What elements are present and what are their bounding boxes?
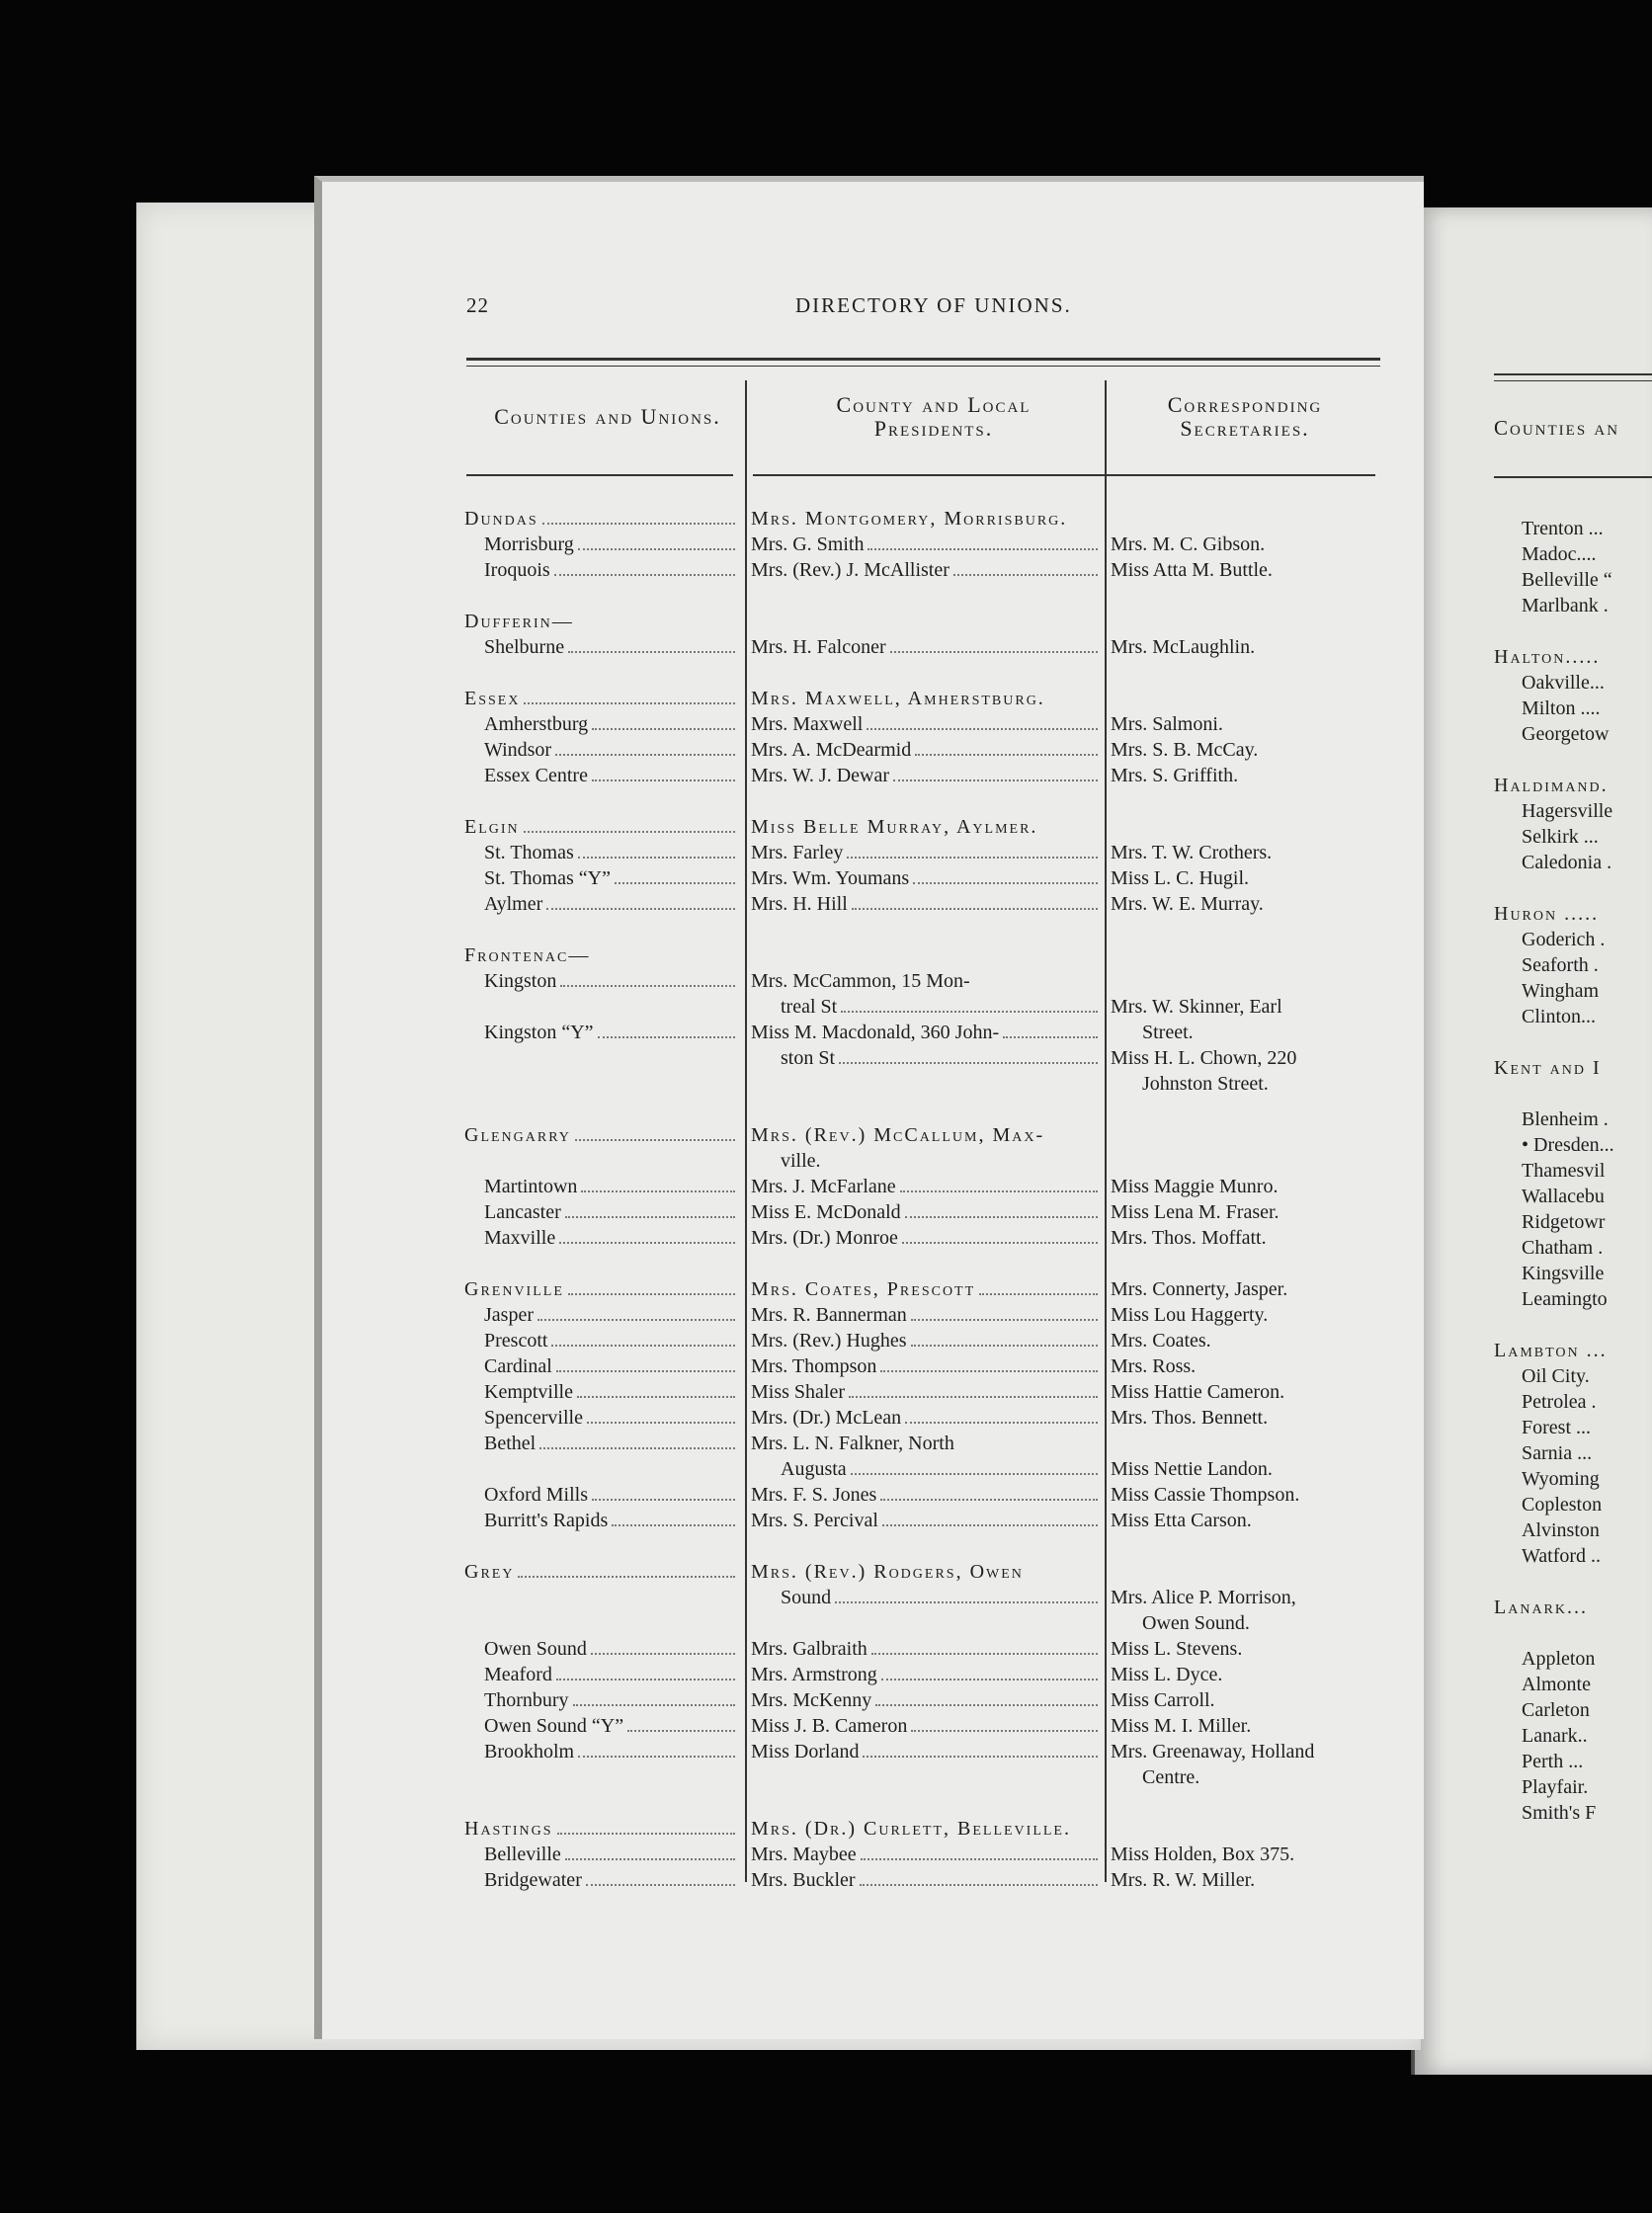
leader-dots xyxy=(902,1242,1098,1244)
secretary-name: Mrs. W. E. Murray. xyxy=(1111,893,1264,915)
leader-dots xyxy=(565,1216,735,1218)
facing-page-top-rule xyxy=(1494,373,1652,375)
union-row xyxy=(0,634,1482,660)
union-name: Aylmer xyxy=(484,893,543,915)
leader-dots xyxy=(882,1524,1098,1526)
leader-dots xyxy=(559,1242,735,1244)
leader-dots xyxy=(565,1858,735,1860)
leader-dots xyxy=(871,1653,1098,1655)
leader-dots xyxy=(592,728,735,730)
secretary-name: Johnston Street. xyxy=(1142,1073,1269,1095)
president-name: Mrs. Coates, Prescott xyxy=(751,1278,976,1300)
facing-union-name: Goderich . xyxy=(1522,929,1606,950)
union-name: Cardinal xyxy=(484,1355,552,1377)
column-header-presidents xyxy=(761,393,1107,441)
secretary-name: Mrs. Thos. Moffatt. xyxy=(1111,1227,1267,1249)
leader-dots xyxy=(875,1704,1098,1706)
continuation-row xyxy=(0,1585,1482,1610)
leader-dots xyxy=(953,574,1098,576)
union-row xyxy=(0,1431,1482,1456)
county-name: Hastings xyxy=(464,1818,553,1840)
president-name: Mrs. Buckler xyxy=(751,1869,856,1891)
union-row xyxy=(0,1842,1482,1867)
president-name: Mrs. McKenny xyxy=(751,1689,872,1711)
secretary-name: Miss H. L. Chown, 220 xyxy=(1111,1047,1297,1069)
continuation-row xyxy=(0,1764,1482,1790)
union-name: Meaford xyxy=(484,1664,552,1685)
president-name: Miss Shaler xyxy=(751,1381,845,1403)
facing-union-name: Marlbank . xyxy=(1522,595,1609,616)
facing-union-name: Playfair. xyxy=(1522,1776,1589,1798)
union-row xyxy=(0,840,1482,865)
union-row xyxy=(0,1739,1482,1764)
leader-dots xyxy=(554,574,735,576)
leader-dots xyxy=(575,1139,735,1141)
secretary-name: Mrs. Thos. Bennett. xyxy=(1111,1407,1269,1429)
president-name: Sound xyxy=(781,1587,832,1608)
leader-dots xyxy=(1003,1036,1098,1038)
president-name: Mrs. Maybee xyxy=(751,1844,857,1865)
union-name: Bridgewater xyxy=(484,1869,582,1891)
leader-dots xyxy=(546,908,735,910)
leader-dots xyxy=(860,1884,1098,1886)
secretary-name: Mrs. Coates. xyxy=(1111,1330,1211,1352)
facing-union-name: • Dresden... xyxy=(1522,1134,1614,1156)
leader-dots xyxy=(915,754,1098,756)
secretary-name: Mrs. Ross. xyxy=(1111,1355,1197,1377)
continuation-row xyxy=(0,1045,1482,1071)
union-row xyxy=(0,1482,1482,1508)
county-row xyxy=(0,1122,1482,1148)
leader-dots xyxy=(867,728,1098,730)
facing-union-name: Wyoming xyxy=(1522,1468,1600,1490)
leader-dots xyxy=(592,779,735,781)
leader-dots xyxy=(861,1858,1098,1860)
facing-union-name: Chatham . xyxy=(1522,1237,1604,1259)
president-name: Mrs. Galbraith xyxy=(751,1638,867,1660)
secretary-name: Miss Hattie Cameron. xyxy=(1111,1381,1285,1403)
top-rule-thin xyxy=(466,366,1380,367)
leader-dots xyxy=(586,1884,735,1886)
county-row xyxy=(0,814,1482,840)
union-row xyxy=(0,1867,1482,1893)
leader-dots xyxy=(573,1704,735,1706)
leader-dots xyxy=(592,1499,735,1501)
continuation-row xyxy=(0,1071,1482,1097)
facing-union-name: Georgetow xyxy=(1522,723,1610,745)
president-name: Mrs. (Rev.) Hughes xyxy=(751,1330,907,1352)
leader-dots xyxy=(555,754,735,756)
facing-county-name: Halton..... xyxy=(1494,646,1601,668)
secretary-name: Mrs. Greenaway, Holland xyxy=(1111,1741,1315,1762)
union-name: Owen Sound “Y” xyxy=(484,1715,624,1737)
leader-dots xyxy=(851,1473,1098,1475)
president-name: Augusta xyxy=(781,1458,847,1480)
facing-union-name: Thamesvil xyxy=(1522,1160,1606,1182)
president-name: Mrs. R. Bannerman xyxy=(751,1304,907,1326)
top-rule xyxy=(466,358,1380,361)
facing-union-name: Hagersville xyxy=(1522,800,1613,822)
leader-dots xyxy=(578,1756,735,1758)
running-head: DIRECTORY OF UNIONS. xyxy=(795,293,1072,317)
continuation-row xyxy=(0,1456,1482,1482)
leader-dots xyxy=(568,1293,735,1295)
union-name: Owen Sound xyxy=(484,1638,587,1660)
leader-dots xyxy=(839,1062,1098,1064)
county-name: Grey xyxy=(464,1561,515,1583)
facing-union-name: Milton .... xyxy=(1522,697,1601,719)
county-name: Elgin xyxy=(464,816,520,838)
facing-union-name: Seaforth . xyxy=(1522,954,1599,976)
union-row xyxy=(0,1199,1482,1225)
county-name: Dufferin— xyxy=(464,611,574,632)
facing-union-name: Petrolea . xyxy=(1522,1391,1597,1413)
facing-county-name: Lanark... xyxy=(1494,1597,1588,1618)
secretary-name: Mrs. McLaughlin. xyxy=(1111,636,1256,658)
county-row xyxy=(0,943,1482,968)
union-name: Iroquois xyxy=(484,559,550,581)
president-name: Mrs. W. J. Dewar xyxy=(751,765,889,786)
president-name: treal St xyxy=(781,996,838,1018)
leader-dots xyxy=(518,1576,735,1578)
union-row xyxy=(0,1662,1482,1687)
facing-union-name: Trenton ... xyxy=(1522,518,1604,539)
facing-county-name: Huron ..... xyxy=(1494,903,1600,925)
secretary-name: Mrs. W. Skinner, Earl xyxy=(1111,996,1282,1018)
president-name: Miss M. Macdonald, 360 John- xyxy=(751,1022,1000,1043)
facing-union-name: Wallacebu xyxy=(1522,1186,1605,1207)
leader-dots xyxy=(537,1319,735,1321)
leader-dots xyxy=(890,651,1098,653)
facing-union-name: Lanark.. xyxy=(1522,1725,1588,1747)
leader-dots xyxy=(849,1396,1098,1398)
president-name: Mrs. (Rev.) Rodgers, Owen xyxy=(751,1561,1024,1583)
secretary-name: Mrs. M. C. Gibson. xyxy=(1111,533,1266,555)
union-name: Kingston “Y” xyxy=(484,1022,594,1043)
union-name: Brookholm xyxy=(484,1741,575,1762)
facing-page-header: Counties an xyxy=(1494,416,1620,440)
facing-union-name: Copleston xyxy=(1522,1494,1603,1516)
leader-dots xyxy=(905,1216,1098,1218)
secretary-name: Miss Holden, Box 375. xyxy=(1111,1844,1295,1865)
president-name: Mrs. (Rev.) McCallum, Max- xyxy=(751,1124,1045,1146)
county-row xyxy=(0,1276,1482,1302)
secretary-name: Miss Carroll. xyxy=(1111,1689,1215,1711)
facing-union-name: Appleton xyxy=(1522,1648,1596,1670)
president-name: Mrs. G. Smith xyxy=(751,533,865,555)
union-row xyxy=(0,1713,1482,1739)
county-row xyxy=(0,609,1482,634)
leader-dots xyxy=(900,1190,1098,1192)
secretary-name: Mrs. Alice P. Morrison, xyxy=(1111,1587,1296,1608)
secretary-name: Mrs. S. Griffith. xyxy=(1111,765,1239,786)
facing-union-name: Alvinston xyxy=(1522,1519,1600,1541)
facing-union-name: Oil City. xyxy=(1522,1365,1590,1387)
union-name: Thornbury xyxy=(484,1689,569,1711)
secretary-name: Mrs. Connerty, Jasper. xyxy=(1111,1278,1288,1300)
leader-dots xyxy=(587,1422,735,1424)
facing-union-name: Almonte xyxy=(1522,1674,1591,1695)
facing-union-name: Forest ... xyxy=(1522,1417,1591,1438)
union-name: Kingston xyxy=(484,970,557,992)
president-name: Mrs. S. Percival xyxy=(751,1510,878,1531)
continuation-row xyxy=(0,1148,1482,1174)
county-name: Glengarry xyxy=(464,1124,571,1146)
secretary-name: Miss Etta Carson. xyxy=(1111,1510,1252,1531)
leader-dots xyxy=(581,1190,735,1192)
president-name: Mrs. H. Falconer xyxy=(751,636,886,658)
page-number: 22 xyxy=(466,293,489,317)
president-name: Mrs. Farley xyxy=(751,842,844,863)
union-row xyxy=(0,1636,1482,1662)
leader-dots xyxy=(835,1601,1098,1603)
union-row xyxy=(0,1508,1482,1533)
facing-county-name: Lambton ... xyxy=(1494,1340,1608,1361)
president-name: Miss Dorland xyxy=(751,1741,860,1762)
president-name: Mrs. (Dr.) McLean xyxy=(751,1407,902,1429)
facing-union-name: Sarnia ... xyxy=(1522,1442,1593,1464)
continuation-row xyxy=(0,1610,1482,1636)
facing-union-name: Caledonia . xyxy=(1522,852,1612,873)
column-header-presidents-line2: Presidents. xyxy=(873,416,994,441)
leader-dots xyxy=(905,1422,1098,1424)
president-name: Mrs. McCammon, 15 Mon- xyxy=(751,970,970,992)
union-name: Martintown xyxy=(484,1176,578,1197)
leader-dots xyxy=(556,1679,735,1680)
union-row xyxy=(0,1687,1482,1713)
header-rule-col3 xyxy=(1109,474,1375,476)
leader-dots xyxy=(524,702,735,704)
continuation-row xyxy=(0,994,1482,1020)
president-name: Mrs. Montgomery, Morrisburg. xyxy=(751,508,1068,530)
union-name: Lancaster xyxy=(484,1201,561,1223)
president-name: ville. xyxy=(781,1150,821,1172)
president-name: Mrs. Wm. Youmans xyxy=(751,867,910,889)
secretary-name: Miss M. I. Miller. xyxy=(1111,1715,1252,1737)
secretary-name: Miss Maggie Munro. xyxy=(1111,1176,1279,1197)
union-row xyxy=(0,865,1482,891)
secretary-name: Mrs. R. W. Miller. xyxy=(1111,1869,1256,1891)
union-name: St. Thomas “Y” xyxy=(484,867,611,889)
leader-dots xyxy=(560,985,735,987)
president-name: Mrs. Maxwell xyxy=(751,713,864,735)
union-name: Prescott xyxy=(484,1330,548,1352)
column-header-presidents-line1: County and Local xyxy=(836,392,1032,417)
secretary-name: Street. xyxy=(1142,1022,1194,1043)
union-row xyxy=(0,711,1482,737)
leader-dots xyxy=(893,779,1098,781)
union-row xyxy=(0,737,1482,763)
leader-dots xyxy=(913,882,1098,884)
president-name: ston St xyxy=(781,1047,836,1069)
leader-dots xyxy=(578,548,735,550)
county-name: Frontenac— xyxy=(464,944,591,966)
leader-dots xyxy=(979,1293,1098,1295)
union-row xyxy=(0,891,1482,917)
leader-dots xyxy=(591,1653,735,1655)
secretary-name: Mrs. Salmoni. xyxy=(1111,713,1223,735)
union-row xyxy=(0,1020,1482,1045)
president-name: Mrs. J. McFarlane xyxy=(751,1176,896,1197)
union-row xyxy=(0,1302,1482,1328)
county-row xyxy=(0,1559,1482,1585)
leader-dots xyxy=(911,1345,1098,1347)
union-row xyxy=(0,1225,1482,1251)
union-name: Amherstburg xyxy=(484,713,589,735)
union-row xyxy=(0,968,1482,994)
president-name: Miss J. B. Cameron xyxy=(751,1715,908,1737)
president-name: Mrs. H. Hill xyxy=(751,893,848,915)
union-row xyxy=(0,1405,1482,1431)
president-name: Mrs. A. McDearmid xyxy=(751,739,912,761)
leader-dots xyxy=(863,1756,1098,1758)
union-name: Windsor xyxy=(484,739,552,761)
leader-dots xyxy=(867,548,1098,550)
county-name: Dundas xyxy=(464,508,538,530)
column-header-secretaries-line1: Corresponding xyxy=(1167,392,1323,417)
secretary-name: Miss Atta M. Buttle. xyxy=(1111,559,1273,581)
president-name: Mrs. Armstrong xyxy=(751,1664,877,1685)
facing-union-name: Ridgetowr xyxy=(1522,1211,1606,1233)
union-name: Oxford Mills xyxy=(484,1484,588,1506)
secretary-name: Miss Lena M. Fraser. xyxy=(1111,1201,1280,1223)
president-name: Mrs. L. N. Falkner, North xyxy=(751,1433,954,1454)
leader-dots xyxy=(557,1833,735,1835)
facing-union-name: Leamingto xyxy=(1522,1288,1608,1310)
president-name: Miss Belle Murray, Aylmer. xyxy=(751,816,1038,838)
facing-union-name: Smith's F xyxy=(1522,1802,1597,1824)
leader-dots xyxy=(847,857,1098,859)
union-row xyxy=(0,1174,1482,1199)
facing-page-top-rule-thin xyxy=(1494,380,1652,381)
facing-union-name: Watford .. xyxy=(1522,1545,1602,1567)
county-row xyxy=(0,1816,1482,1842)
leader-dots xyxy=(568,651,735,653)
secretary-name: Miss L. Stevens. xyxy=(1111,1638,1243,1660)
president-name: Mrs. Thompson xyxy=(751,1355,877,1377)
union-name: Morrisburg xyxy=(484,533,574,555)
leader-dots xyxy=(598,1036,735,1038)
leader-dots xyxy=(880,1499,1098,1501)
facing-county-name: Kent and I xyxy=(1494,1057,1602,1079)
leader-dots xyxy=(542,523,735,525)
union-name: Belleville xyxy=(484,1844,561,1865)
union-name: Kemptville xyxy=(484,1381,573,1403)
union-row xyxy=(0,1379,1482,1405)
leader-dots xyxy=(615,882,735,884)
leader-dots xyxy=(852,908,1098,910)
president-name: Mrs. Maxwell, Amherstburg. xyxy=(751,688,1045,709)
column-header-secretaries xyxy=(1112,393,1378,441)
secretary-name: Owen Sound. xyxy=(1142,1612,1250,1634)
facing-union-name: Blenheim . xyxy=(1522,1108,1609,1130)
union-row xyxy=(0,1328,1482,1353)
county-row xyxy=(0,686,1482,711)
header-rule-col2 xyxy=(753,474,1114,476)
secretary-name: Miss Cassie Thompson. xyxy=(1111,1484,1300,1506)
leader-dots xyxy=(578,857,735,859)
header-rule-col1 xyxy=(466,474,733,476)
secretary-name: Miss L. Dyce. xyxy=(1111,1664,1223,1685)
secretary-name: Mrs. T. W. Crothers. xyxy=(1111,842,1273,863)
leader-dots xyxy=(539,1447,735,1449)
leader-dots xyxy=(841,1011,1098,1013)
leader-dots xyxy=(911,1730,1098,1732)
facing-union-name: Selkirk ... xyxy=(1522,826,1599,848)
facing-union-name: Wingham xyxy=(1522,980,1600,1002)
union-name: St. Thomas xyxy=(484,842,574,863)
secretary-name: Mrs. S. B. McCay. xyxy=(1111,739,1259,761)
leader-dots xyxy=(524,831,735,833)
leader-dots xyxy=(551,1345,735,1347)
union-row xyxy=(0,1353,1482,1379)
union-name: Burritt's Rapids xyxy=(484,1510,609,1531)
president-name: Mrs. (Rev.) J. McAllister xyxy=(751,559,950,581)
union-row xyxy=(0,557,1482,583)
column-header-secretaries-line2: Secretaries. xyxy=(1180,416,1310,441)
union-name: Essex Centre xyxy=(484,765,588,786)
facing-union-name: Oakville... xyxy=(1522,672,1605,694)
leader-dots xyxy=(880,1370,1098,1372)
president-name: Mrs. (Dr.) Curlett, Belleville. xyxy=(751,1818,1071,1840)
union-name: Jasper xyxy=(484,1304,534,1326)
county-row xyxy=(0,506,1482,532)
union-name: Maxville xyxy=(484,1227,556,1249)
leader-dots xyxy=(881,1679,1098,1680)
county-name: Essex xyxy=(464,688,521,709)
leader-dots xyxy=(612,1524,735,1526)
union-name: Shelburne xyxy=(484,636,565,658)
facing-union-name: Clinton... xyxy=(1522,1006,1597,1027)
president-name: Miss E. McDonald xyxy=(751,1201,901,1223)
president-name: Mrs. (Dr.) Monroe xyxy=(751,1227,898,1249)
leader-dots xyxy=(556,1370,735,1372)
leader-dots xyxy=(577,1396,735,1398)
leader-dots xyxy=(627,1730,735,1732)
union-row xyxy=(0,532,1482,557)
union-name: Bethel xyxy=(484,1433,537,1454)
facing-union-name: Carleton xyxy=(1522,1699,1590,1721)
secretary-name: Miss L. C. Hugil. xyxy=(1111,867,1250,889)
leader-dots xyxy=(911,1319,1098,1321)
facing-county-name: Haldimand. xyxy=(1494,775,1609,796)
facing-union-name: Perth ... xyxy=(1522,1751,1584,1772)
secretary-name: Centre. xyxy=(1142,1766,1200,1788)
union-row xyxy=(0,763,1482,788)
county-name: Grenville xyxy=(464,1278,564,1300)
facing-union-name: Belleville “ xyxy=(1522,569,1612,591)
column-header-unions: Counties and Unions. xyxy=(494,404,721,429)
union-name: Spencerville xyxy=(484,1407,583,1429)
president-name: Mrs. F. S. Jones xyxy=(751,1484,877,1506)
facing-union-name: Kingsville xyxy=(1522,1263,1605,1284)
facing-page-header-rule xyxy=(1494,476,1652,478)
secretary-name: Miss Lou Haggerty. xyxy=(1111,1304,1269,1326)
secretary-name: Miss Nettie Landon. xyxy=(1111,1458,1273,1480)
facing-union-name: Madoc.... xyxy=(1522,543,1597,565)
